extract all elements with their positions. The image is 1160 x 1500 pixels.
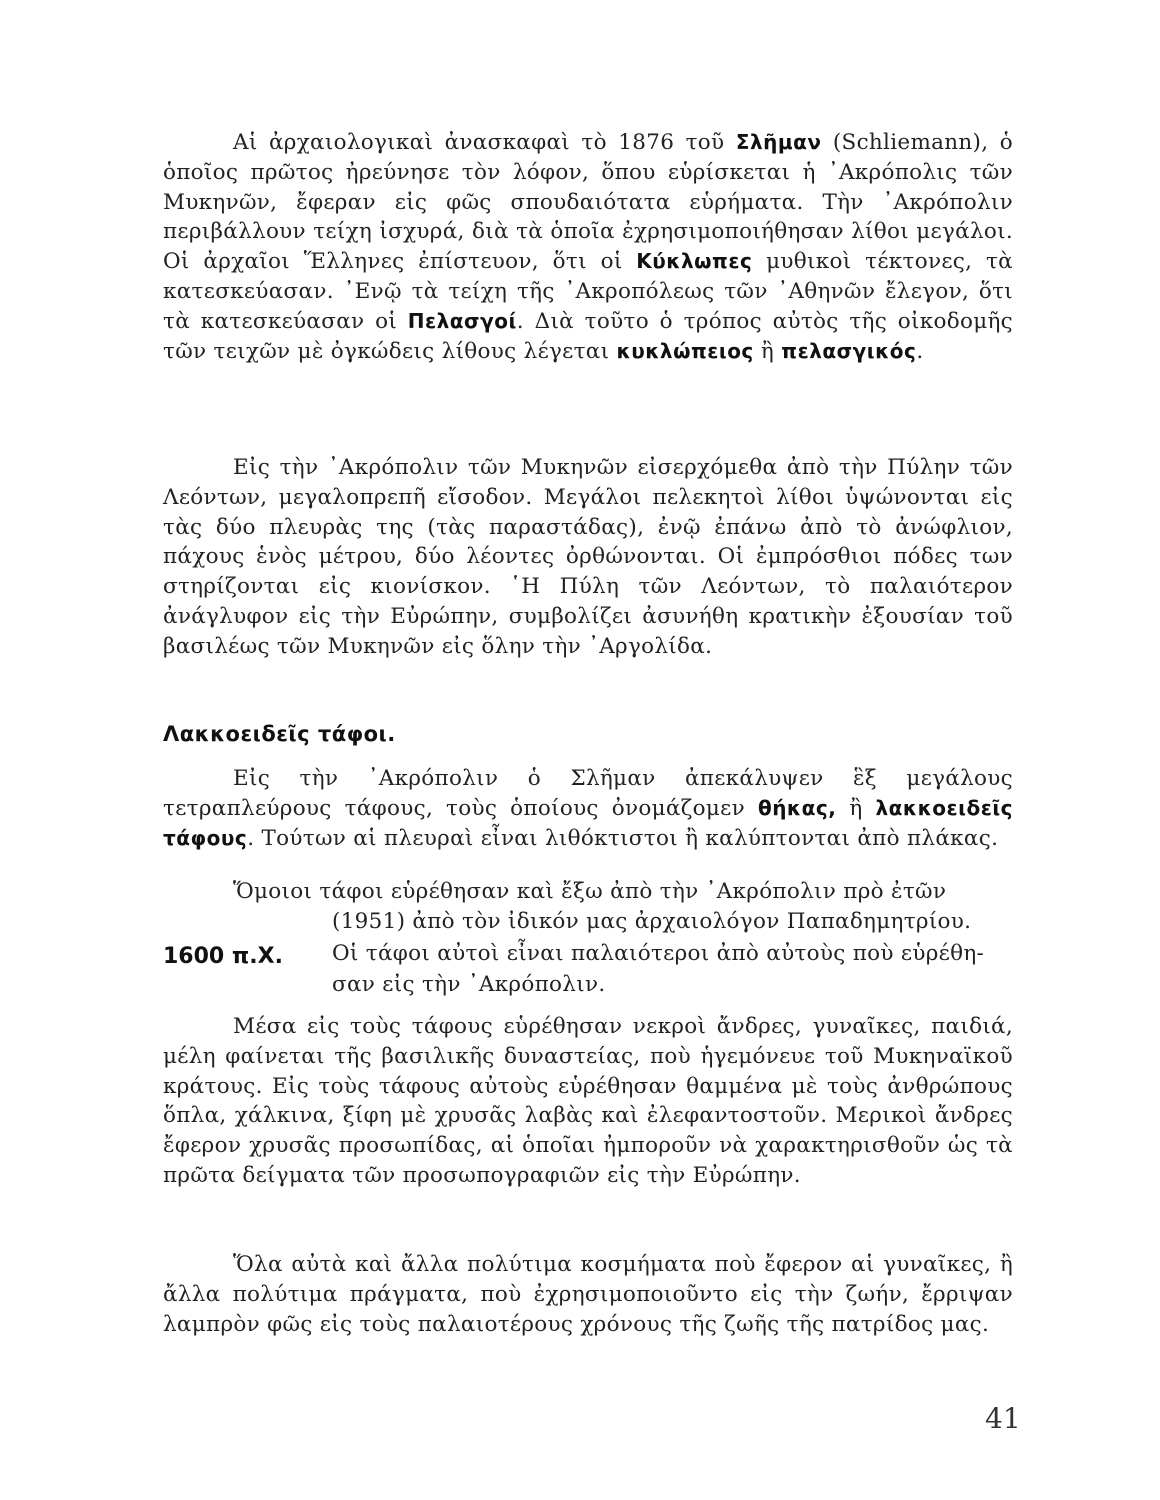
paragraph-grave-finds: Μέσα εἰς τοὺς τάφους εὑρέθησαν νεκροὶ ἄνδρες, γυναῖκες, παιδιά, μέλη φαίνεται τῆς βασιλικῆς δυναστείας, ποὺ ἡγεμόνευε τοῦ Μυκηναϊκοῦ κράτους. Εἰς τοὺς τάφους αὐτοὺς εὑρέθησαν θαμμένα μὲ τοὺς ἀνθρώπους ὅπλα, χάλκινα, ξίφη μὲ χρυσᾶς λαβὰς καὶ ἐλεφαντοστοῦν. Μερικοὶ ἄνδρες ἔφερον χρυσᾶς προσωπίδας, αἱ ὁποῖαι ἠμποροῦν νὰ χαρακτηρισθοῦν ὡς τὰ πρῶτα δείγματα τῶν προσωπογραφιῶν εἰς τὴν Εὐρώπην. <box>163 1014 1013 1188</box>
term-pelasgic: πελασγικός <box>781 338 917 363</box>
term-cyclopean: κυκλώπειος <box>616 338 754 363</box>
page-number: 41 <box>985 1402 1021 1435</box>
grave-circle-b-line-2: (1951) ἀπὸ τὸν ἰδικόν μας ἀρχαιολόγον Παπαδημητρίου. <box>332 909 972 934</box>
grave-circle-b-line-1: Ὅμοιοι τάφοι εὑρέθησαν καὶ ἔξω ἀπὸ τὴν ᾽Ακρόπολιν πρὸ ἐτῶν <box>233 879 947 904</box>
section-heading: Λακκοειδεῖς τάφοι. <box>163 722 396 746</box>
date-marker: 1600 π.Χ. <box>163 944 283 969</box>
term-pelasgians: Πελασγοί <box>407 308 517 333</box>
term-shaft-graves: λακκοειδεῖς τάφους <box>163 795 1013 850</box>
paragraph-shaft-graves: Εἰς τὴν ᾽Ακρόπολιν ὁ Σλῆμαν ἀπεκάλυψεν ἓξ μεγάλους τετραπλεύρους τάφους, τοὺς ὁποίους ὀνομάζομεν θήκας, ἢ λακκοειδεῖς τάφους. Τούτων αἱ πλευραὶ εἶναι λιθόκτιστοι ἢ καλύπτονται ἀπὸ πλάκας. <box>163 766 1013 851</box>
paragraph-lion-gate: Εἰς τὴν ᾽Ακρόπολιν τῶν Μυκηνῶν εἰσερχόμεθα ἀπὸ τὴν Πύλην τῶν Λεόντων, μεγαλοπρεπῆ εἴσοδον. Μεγάλοι πελεκητοὶ λίθοι ὑψώνονται εἰς τὰς δύο πλευρὰς της (τὰς παραστάδας), ἐνῷ ἐπάνω ἀπὸ τὸ ἀνώφλιον, πάχους ἑνὸς μέτρου, δύο λέοντες ὀρθώνονται. Οἱ ἐμπρόσθιοι πόδες των στηρίζονται εἰς κιονίσκον. ῾Η Πύλη τῶν Λεόντων, τὸ παλαιότερον ἀνάγλυφον εἰς τὴν Εὐρώπην, συμβολίζει ἀσυνήθη κρατικὴν ἐξουσίαν τοῦ βασιλέως τῶν Μυκηνῶν εἰς ὅλην τὴν ᾽Αργολίδα. <box>163 455 1013 659</box>
grave-circle-b-line-3: Οἱ τάφοι αὐτοὶ εἶναι παλαιότεροι ἀπὸ αὐτοὺς ποὺ εὑρέθη- <box>332 941 985 966</box>
term-cyclopes: Κύκλωπες <box>636 249 753 274</box>
paragraph-jewelry: Ὅλα αὐτὰ καὶ ἄλλα πολύτιμα κοσμήματα ποὺ ἔφερον αἱ γυναῖκες, ἢ ἄλλα πολύτιμα πράγματα, ποὺ ἐχρησιμοποιοῦντο εἰς τὴν ζωήν, ἔρριψαν λαμπρὸν φῶς εἰς τοὺς παλαιοτέρους χρόνους τῆς ζωῆς τῆς πατρίδος μας. <box>163 1252 1013 1337</box>
term-thekai: θήκας, <box>757 795 837 820</box>
term-schliemann: Σλῆμαν <box>735 130 822 154</box>
grave-circle-b-line-4: σαν εἰς τὴν ᾽Ακρόπολιν. <box>332 972 606 997</box>
paragraph-acropolis-excavations: Αἱ ἀρχαιολογικαὶ ἀνασκαφαὶ τὸ 1876 τοῦ Σλῆμαν (Schliemann), ὁ ὁποῖος πρῶτος ἠρεύνησε τὸν λόφον, ὅπου εὑρίσκεται ἡ ᾽Ακρόπολις τῶν Μυκηνῶν, ἔφεραν εἰς φῶς σπουδαιότατα εὑρήματα. Τὴν ᾽Ακρόπολιν περιβάλλουν τείχη ἰσχυρά, διὰ τὰ ὁποῖα ἐχρησιμοποιήθησαν λίθοι μεγάλοι. Οἱ ἀρχαῖοι Ἕλληνες ἐπίστευον, ὅτι οἱ Κύκλωπες μυθικοὶ τέκτονες, τὰ κατεσκεύασαν. ᾽Ενῷ τὰ τείχη τῆς ᾽Ακροπόλεως τῶν ᾽Αθηνῶν ἔλεγον, ὅτι τὰ κατεσκεύασαν οἱ Πελασγοί. Διὰ τοῦτο ὁ τρόπος αὐτὸς τῆς οἰκοδομῆς τῶν τειχῶν μὲ ὀγκώδεις λίθους λέγεται κυκλώπειος ἢ πελασγικός. <box>163 130 1014 364</box>
